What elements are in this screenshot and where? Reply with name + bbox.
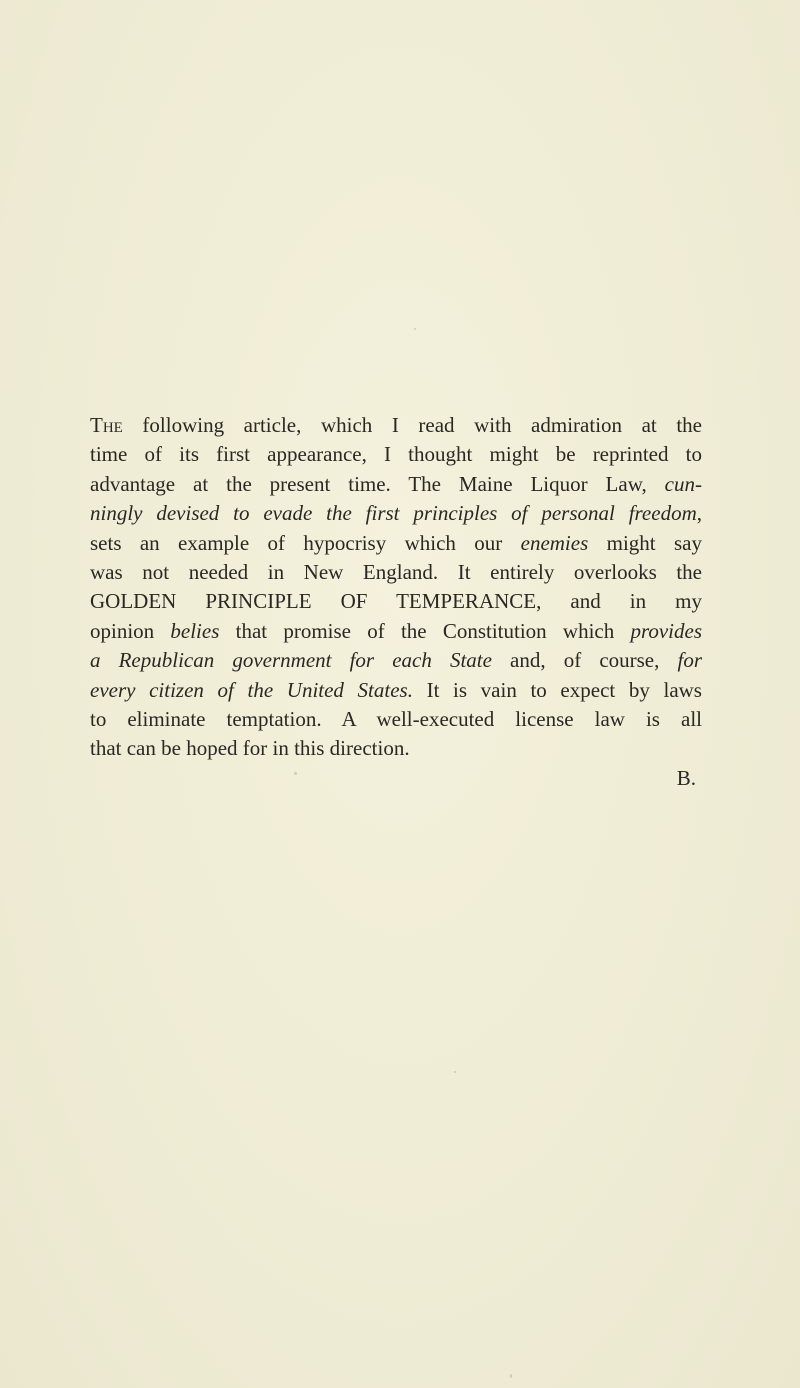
paper-fleck	[294, 772, 297, 775]
text-run: and, of course,	[491, 648, 678, 673]
text-line	[90, 617, 702, 646]
text-run: that promise of the Constitution which	[219, 618, 631, 643]
signature: B.	[676, 765, 696, 790]
text-run: opinion	[90, 618, 171, 643]
text-line	[90, 470, 702, 499]
text-line	[90, 558, 702, 587]
italic-text: enemies	[520, 530, 589, 555]
italic-text: a Republican government for each State	[90, 648, 492, 673]
text-line	[90, 734, 702, 763]
text-line	[90, 529, 702, 558]
small-caps-text: The	[90, 413, 123, 437]
text-run: It is vain to expect by laws	[412, 677, 702, 702]
italic-text: provides	[630, 618, 703, 643]
text-line	[90, 705, 702, 734]
text-run: was not needed in New England. It entirely overlooks the	[90, 559, 702, 584]
text-run: might say	[588, 530, 702, 555]
text-run: ,	[696, 501, 702, 526]
italic-text: every citizen of the United States.	[90, 677, 413, 702]
text-line	[90, 499, 702, 528]
text-line	[90, 440, 702, 469]
text-run: sets an example of hypocrisy which our	[90, 530, 521, 555]
article-body	[90, 411, 702, 793]
italic-text: belies	[170, 618, 220, 643]
italic-text: for	[677, 648, 702, 673]
italic-text: ningly devised to evade the first principles of personal freedom	[90, 501, 697, 526]
paper-fleck	[510, 1374, 512, 1378]
text-run: GOLDEN PRINCIPLE OF TEMPERANCE, and in my	[90, 589, 702, 614]
paper-fleck	[454, 1071, 456, 1073]
article-lines	[90, 411, 702, 764]
text-line	[90, 676, 702, 705]
text-line	[90, 411, 702, 440]
text-line	[90, 587, 702, 616]
text-run: advantage at the present time. The Maine Liquor Law,	[90, 471, 665, 496]
text-run: that can be hoped for in this direction.	[90, 736, 410, 761]
text-line	[90, 646, 702, 675]
text-run: to eliminate temptation. A well-executed license law is all	[90, 706, 702, 731]
italic-text: cun-	[664, 471, 702, 496]
paper-fleck	[414, 328, 416, 330]
text-run: following article, which I read with admiration at the	[122, 413, 702, 437]
text-run: time of its first appearance, I thought might be reprinted to	[90, 442, 702, 467]
